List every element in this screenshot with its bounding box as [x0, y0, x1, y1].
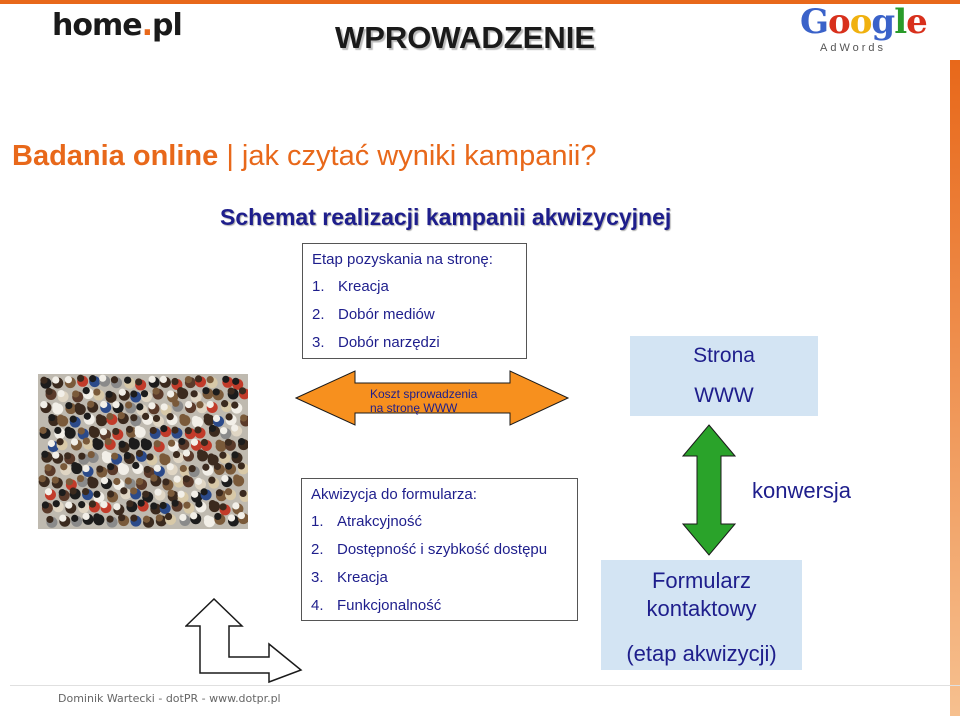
acquisition-item-num: 2.: [311, 541, 324, 558]
google-letter: o: [828, 2, 850, 42]
acquisition-item-label: Funkcjonalność: [337, 597, 442, 614]
stage-box: [302, 243, 527, 359]
acquisition-item: [311, 513, 577, 530]
acquisition-box: [301, 478, 578, 621]
acquisition-item-num: 3.: [311, 569, 324, 586]
cost-arrow-line2: na stronę WWW: [370, 401, 458, 415]
acquisition-item-num: 4.: [311, 597, 324, 614]
contact-form-box: [601, 560, 802, 670]
website-box-line1: Strona: [693, 344, 755, 367]
crowd-photo: [38, 374, 248, 529]
adwords-label: AdWords: [820, 42, 887, 54]
google-wordmark: [800, 2, 927, 42]
google-letter: g: [871, 2, 895, 42]
stage-item: [312, 278, 526, 295]
google-letter: e: [906, 2, 927, 42]
website-box-line2: WWW: [694, 384, 754, 407]
footer-divider: [10, 685, 960, 686]
flow-bent-arrow: [185, 598, 303, 684]
google-letter: l: [894, 2, 907, 42]
conversion-double-arrow: [682, 424, 736, 556]
page-title: WPROWADZENIE: [334, 20, 596, 55]
stage-item-label: Dobór narzędzi: [338, 334, 440, 351]
right-accent-strip: [950, 60, 960, 716]
acquisition-item-label: Atrakcyjność: [337, 513, 423, 530]
conversion-label: konwersja: [752, 478, 852, 503]
logo-part2: pl: [151, 8, 182, 43]
stage-item-num: 2.: [312, 306, 325, 323]
google-letter: G: [800, 2, 829, 42]
slide-subtitle: [12, 140, 597, 173]
footer-credit: Dominik Wartecki - dotPR - www.dotpr.pl: [58, 692, 281, 705]
home-pl-logo: [52, 8, 182, 43]
stage-item-label: Kreacja: [338, 278, 389, 295]
stage-item-label: Dobór mediów: [338, 306, 435, 323]
cost-arrow-label: [370, 387, 477, 415]
subtitle-separator: |: [218, 140, 242, 172]
acquisition-item: [311, 541, 577, 558]
stage-item: [312, 306, 526, 323]
form-box-line2: kontaktowy: [646, 596, 757, 621]
subtitle-question: jak czytać wyniki kampanii?: [241, 140, 597, 172]
acquisition-item: [311, 597, 577, 614]
google-letter: o: [849, 2, 872, 42]
stage-item-num: 3.: [312, 334, 325, 351]
logo-part1: home: [52, 8, 142, 43]
acquisition-item-label: Dostępność i szybkość dostępu: [337, 541, 548, 558]
form-box-line1: Formularz: [651, 568, 751, 593]
form-box-line3: (etap akwizycji): [626, 641, 777, 666]
stage-item: [312, 334, 526, 351]
website-box: [630, 336, 818, 416]
acquisition-item: [311, 569, 577, 586]
acquisition-item-label: Kreacja: [337, 569, 388, 586]
acquisition-box-title: Akwizycja do formularza:: [311, 486, 477, 503]
diagram-title: Schemat realizacji kampanii akwizycyjnej: [220, 204, 672, 230]
logo-dot: .: [141, 8, 152, 43]
subtitle-topic: Badania online: [12, 140, 219, 172]
stage-item-num: 1.: [312, 278, 325, 295]
acquisition-item-num: 1.: [311, 513, 324, 530]
cost-arrow-line1: Koszt sprowadzenia: [370, 387, 478, 401]
stage-box-title: Etap pozyskania na stronę:: [312, 251, 493, 268]
google-adwords-logo: [800, 2, 940, 62]
